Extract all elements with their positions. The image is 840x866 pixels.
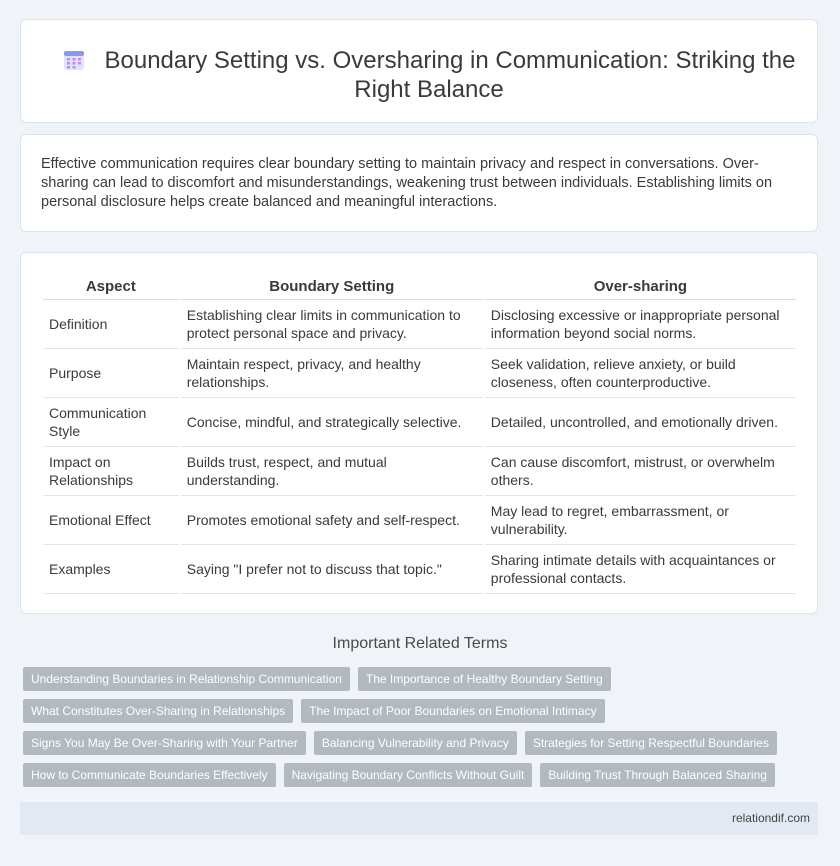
aspect-cell: Definition xyxy=(43,300,179,349)
boundary-cell: Maintain respect, privacy, and healthy relationships. xyxy=(181,349,483,398)
page-title xyxy=(61,46,797,104)
intro-card xyxy=(20,134,818,232)
header-over-sharing: Over-sharing xyxy=(485,273,796,300)
aspect-cell: Purpose xyxy=(43,349,179,398)
table-row xyxy=(43,398,796,447)
table-row xyxy=(43,447,796,496)
related-terms-title: Important Related Terms xyxy=(332,635,508,652)
related-term-link[interactable]: Navigating Boundary Conflicts Without Guilt xyxy=(284,763,533,787)
table-row xyxy=(43,545,796,594)
related-term-link[interactable]: What Constitutes Over-Sharing in Relationships xyxy=(23,699,293,723)
oversharing-cell: May lead to regret, embarrassment, or vulnerability. xyxy=(485,496,796,545)
related-term-link[interactable]: How to Communicate Boundaries Effectively xyxy=(23,763,276,787)
related-term-link[interactable]: The Importance of Healthy Boundary Setting xyxy=(358,667,611,691)
table-row xyxy=(43,349,796,398)
oversharing-cell: Detailed, uncontrolled, and emotionally driven. xyxy=(485,398,796,447)
oversharing-cell: Can cause discomfort, mistrust, or overwhelm others. xyxy=(485,447,796,496)
comparison-card xyxy=(20,252,818,614)
related-term-link[interactable]: Building Trust Through Balanced Sharing xyxy=(540,763,775,787)
page-title-text: Boundary Setting vs. Oversharing in Communication: Striking the Right Balance xyxy=(104,47,796,103)
header-boundary-setting: Boundary Setting xyxy=(181,273,483,300)
header-card xyxy=(20,19,818,123)
table-row xyxy=(43,300,796,349)
footer xyxy=(20,802,818,835)
aspect-cell: Communication Style xyxy=(43,398,179,447)
table-header-row xyxy=(43,273,796,300)
boundary-cell: Promotes emotional safety and self-respect. xyxy=(181,496,483,545)
related-terms-list xyxy=(23,667,813,787)
related-term-link[interactable]: The Impact of Poor Boundaries on Emotional Intimacy xyxy=(301,699,604,723)
related-term-link[interactable]: Signs You May Be Over-Sharing with Your Partner xyxy=(23,731,306,755)
related-term-link[interactable]: Strategies for Setting Respectful Boundaries xyxy=(525,731,777,755)
oversharing-cell: Disclosing excessive or inappropriate personal information beyond social norms. xyxy=(485,300,796,349)
intro-text: Effective communication requires clear boundary setting to maintain privacy and respect in conversations. Over-sharing can lead to discomfort and misunderstandings, weakening trust between individuals. Establishing limits on personal disclosure helps create balanced and meaningful interactions. xyxy=(41,156,773,210)
comparison-table xyxy=(41,273,798,594)
aspect-cell: Impact on Relationships xyxy=(43,447,179,496)
boundary-cell: Builds trust, respect, and mutual understanding. xyxy=(181,447,483,496)
related-term-link[interactable]: Balancing Vulnerability and Privacy xyxy=(314,731,517,755)
oversharing-cell: Seek validation, relieve anxiety, or build closeness, often counterproductive. xyxy=(485,349,796,398)
boundary-cell: Concise, mindful, and strategically selective. xyxy=(181,398,483,447)
header-aspect: Aspect xyxy=(43,273,179,300)
boundary-cell: Saying "I prefer not to discuss that topic." xyxy=(181,545,483,594)
calendar-icon xyxy=(63,49,85,71)
table-row xyxy=(43,496,796,545)
aspect-cell: Examples xyxy=(43,545,179,594)
site-name: relationdif.com xyxy=(731,811,810,825)
aspect-cell: Emotional Effect xyxy=(43,496,179,545)
boundary-cell: Establishing clear limits in communication to protect personal space and privacy. xyxy=(181,300,483,349)
related-term-link[interactable]: Understanding Boundaries in Relationship Communication xyxy=(23,667,350,691)
oversharing-cell: Sharing intimate details with acquaintances or professional contacts. xyxy=(485,545,796,594)
